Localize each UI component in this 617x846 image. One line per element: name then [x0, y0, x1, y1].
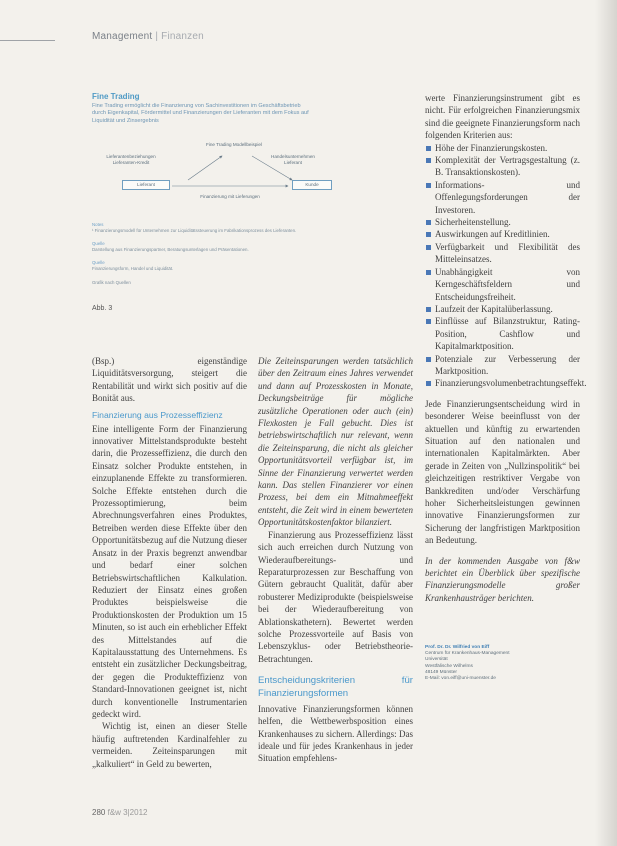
- note-block: Grafik nach Quellen: [92, 279, 131, 285]
- header-section: Management: [92, 31, 153, 42]
- criteria-list: [425, 142, 587, 390]
- node-bottom-label: Finanzierung mit Lieferungen: [200, 194, 260, 199]
- list-item: Informations- und Offenlegungsforderungen der Investoren.: [425, 179, 580, 216]
- list-item: Laufzeit der Kapitalüberlassung.: [425, 303, 580, 315]
- paragraph: Wichtig ist, einen an dieser Stelle häufig auftretenden Kardinalfehler zu vermeiden. Zeiteinsparungen mit „kalkuliert“ in Geld zu bewerten,: [92, 721, 247, 769]
- note-block: Notes ¹ Finanzierungsmodell für Unternehmen zur Liquiditätssteuerung im Fabrikationsprozess des Lieferanten.: [92, 222, 297, 233]
- paragraph: Eine intelligente Form der Finanzierung innovativer Mittelstandsprodukte besteht darin, die Prozesseffizienz, die durch den Einsatz solcher Produkte entstehen, in einzuplanende Effekte zu transformieren. Solche Effekte entstehen durch die Prozessoptimierung, beim Abrechnungsverfahren eines Produktes, Betreiben werden diese Effekte über den Opportunitätsbezug auf die Nutzung dieser Ansatz in der Praxis begrenzt anwendbar und bedarf einer solchen Betriebswirtschaftlichen Kalkulation. Reduziert der Einsatz eines großen Produktes beispielsweise die Produktionskosten der Produktion um 15 Minuten, so ist auch ein erheblicher Effekt des Mittelstandes auf die Kapitalausstattung des Unternehmens. Es entsteht ein zusätzlicher Deckungsbeitrag, der gegen die Produkteffizienz von Standard-Innovationen geeignet ist, nicht durch konventionelle Instrumentarien gedeckt wird.: [92, 423, 247, 719]
- page-number: 280: [92, 808, 106, 817]
- node-right-box: Kunde: [292, 180, 332, 190]
- node-top: Fine Trading Modellbeispiel: [206, 142, 262, 147]
- figure-title: Fine Trading: [92, 92, 140, 101]
- list-item: Einflüsse auf Bilanzstruktur, Rating-Position, Cashflow und Kapitalmarktposition.: [425, 315, 580, 352]
- list-item: Auswirkungen auf Kreditlinien.: [425, 228, 580, 240]
- list-item: Verfügbarkeit und Flexibilität des Mitteleinsatzes.: [425, 241, 580, 266]
- list-item: Finanzierungsvolumenbetrachtungseffekt.: [425, 377, 580, 389]
- page-edge-shadow: [595, 0, 617, 846]
- list-item: Sicherheitenstellung.: [425, 216, 580, 228]
- figure-number: Abb. 3: [92, 305, 113, 312]
- author-name: Prof. Dr. Dr. Wilfried von Eiff: [425, 645, 490, 650]
- running-header: Management | Finanzen: [92, 31, 204, 42]
- paragraph: werte Finanzierungsinstrument gibt es nicht. Für erfolgreichen Finanzierungsmix sind die geeignete Finanzierungsform nach folgenden Kriterien aus:: [425, 93, 580, 141]
- header-subsection: Finanzen: [161, 31, 204, 42]
- header-rule: [0, 40, 55, 41]
- node-right-label: Handelsunternehmen Lieferant: [271, 154, 315, 165]
- column-3: [425, 92, 587, 604]
- list-item: Höhe der Finanzierungskosten.: [425, 142, 580, 154]
- section-heading: Entscheidungskriterien für Finanzierungsformen: [258, 675, 413, 699]
- section-heading: Finanzierung aus Prozesseffizienz: [92, 409, 223, 420]
- node-left-label: Lieferantenbeziehungen Lieferanten-Kredit: [106, 154, 156, 165]
- paragraph: Innovative Finanzierungsformen können helfen, die Wettbewerbsposition eines Krankenhauses zu sichern. Allerdings: Das ideale und für jedes Krankenhaus in jeder Situation empfehlens-: [258, 703, 413, 764]
- author-info: Prof. Dr. Dr. Wilfried von Eiff Centrum für Krankenhaus-Management Universität Westfälische Wilhelms 48149 Münster E-Mail: von.eiff@uni-muenster.de: [425, 645, 575, 682]
- figure-intro: Fine Trading ermöglicht die Finanzierung von Sachinvestitionen im Geschäftsbetrieb durch Eigenkapital, Fördermittel und Finanzierungen der Lieferanten mit dem Fokus auf Liquidität und Zinsergebnis: [92, 103, 309, 124]
- figure-fine-trading: [92, 92, 410, 312]
- paragraph: Finanzierung aus Prozesseffizienz lässt sich auch erreichen durch Nutzung von Wiederaufbereitungs- und Reparaturprozessen zur Beschaffung von Gütern gebraucht Qualität, dafür aber robusterer Mediziprodukte (beispielsweise bei der Wiederaufbereitung von Ablationskathetern). Bewertet werden solche Prozessvorteile auf Basis von Lebenszyklus- oder Betriebstheorie-Betrachtungen.: [258, 529, 413, 664]
- note-block: Quelle Finanzierungsform, Handel und Liquidität.: [92, 260, 174, 271]
- page-footer: [92, 808, 147, 817]
- figure-notes: [92, 222, 410, 293]
- issue-label: f&w 3|2012: [107, 808, 148, 817]
- paragraph: In der kommenden Ausgabe von f&w berichtet ein Überblick über spezifische Finanzierungsmodelle großer Krankenhausträger berichten.: [425, 555, 580, 603]
- note-block: Quelle Darstellung aus Finanzierungspartner, Beratungsunterlagen und Präsentationen.: [92, 241, 249, 252]
- paragraph: Jede Finanzierungsentscheidung wird in besonderer Weise beeinflusst von der aktuellen und künftig zu erwartenden Situation auf den nationalen und internationalen Kapitalmärkten. Aber gerade in Zeiten von „Nullzinspolitik“ bei gleichzeitigen restriktiver Vergabe von Bankkrediten und/oder Verschärfung hoher Sicherheitsleistungen gewinnen innovative Finanzierungsformen zur Sicherung der langfristigen Marktposition an Bedeutung.: [425, 398, 580, 546]
- column-1: [92, 355, 247, 770]
- list-item: Komplexität der Vertragsgestaltung (z. B. Transaktionskosten).: [425, 154, 580, 179]
- paragraph: (Bsp.) eigenständige Liquiditätsversorgung, steigert die Rentabilität und wirkt sich positiv auf die Bonität aus.: [92, 356, 247, 404]
- paragraph: Die Zeiteinsparungen werden tatsächlich über den Zeitraum eines Jahres verwendet und dann auf Prozesskosten in Monate, Deckungsbeiträge für mögliche zusätzliche Operationen oder auch (ein) Flexkosten je Fall gebucht. Dies ist betriebswirtschaftlich nur relevant, wenn die Zeiteinsparung, die nicht als gleicher Opportunitätsvorteil verfügbar ist, im Sinne der Finanzierung verwertet werden kann. Das stellen Finanzierer vor einen Prozess, bei dem ein Mitnahmeeffekt entsteht, die Zeit wird in einem bewerteten Opportunitätskostenfaktor bilanziert.: [258, 356, 413, 528]
- list-item: Unabhängigkeit von Kerngeschäftsfeldern und Entscheidungsfreiheit.: [425, 266, 580, 303]
- column-2: [258, 355, 413, 765]
- node-left-box: Lieferant: [122, 180, 170, 190]
- list-item: Potenziale zur Verbesserung der Marktposition.: [425, 353, 580, 378]
